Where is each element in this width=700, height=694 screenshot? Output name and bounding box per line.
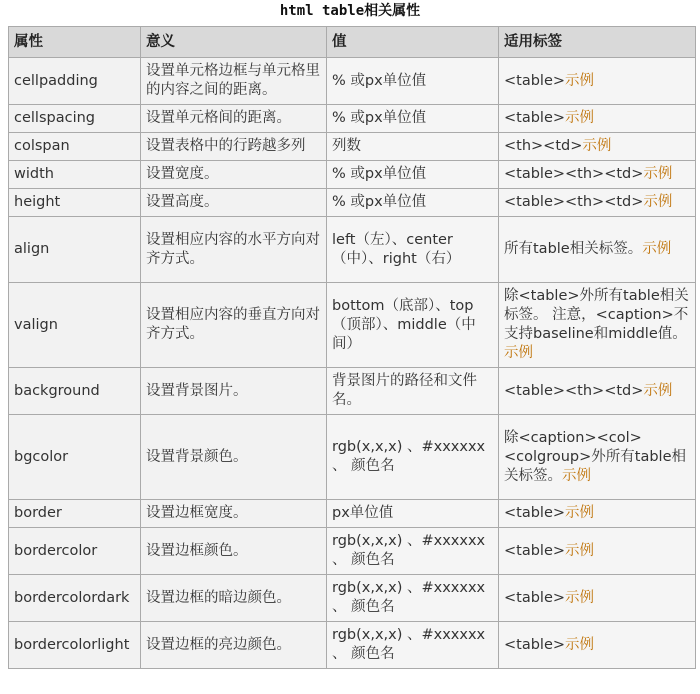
value-cell: rgb(x,x,x) 、#xxxxxx 、 颜色名 [327, 415, 499, 500]
attr-cell: align [9, 217, 141, 283]
tags-cell [499, 575, 696, 622]
tags-cell [499, 161, 696, 189]
value-cell: rgb(x,x,x) 、#xxxxxx 、 颜色名 [327, 575, 499, 622]
tags-cell [499, 189, 696, 217]
meaning-cell: 设置背景图片。 [141, 368, 327, 415]
table-row [9, 500, 696, 528]
value-cell: % 或px单位值 [327, 58, 499, 105]
attr-cell: height [9, 189, 141, 217]
tags-cell [499, 622, 696, 669]
meaning-cell: 设置单元格间的距离。 [141, 105, 327, 133]
value-cell: % 或px单位值 [327, 105, 499, 133]
value-cell: px单位值 [327, 500, 499, 528]
table-caption: html table相关属性 [279, 3, 421, 19]
tags-text: 所有table相关标签。 [504, 241, 643, 257]
tags-cell [499, 283, 696, 368]
tags-text: <table><th><td> [504, 166, 644, 182]
table-row [9, 161, 696, 189]
attr-cell: colspan [9, 133, 141, 161]
example-link[interactable]: 示例 [504, 345, 533, 361]
table-row [9, 105, 696, 133]
example-link[interactable]: 示例 [643, 382, 673, 399]
tags-text: <th><td> [504, 138, 583, 154]
header-tags: 适用标签 [499, 27, 696, 58]
table-row [9, 528, 696, 575]
attr-cell: valign [9, 283, 141, 368]
tags-text: <table> [504, 72, 566, 89]
value-cell: left（左）、center（中）、right（右） [327, 217, 499, 283]
value-cell: 背景图片的路径和文件名。 [327, 368, 499, 415]
tags-text: <table><th><td> [504, 194, 644, 210]
example-link[interactable]: 示例 [565, 72, 595, 89]
meaning-cell: 设置单元格边框与单元格里的内容之间的距离。 [141, 58, 327, 105]
example-link[interactable]: 示例 [565, 505, 595, 521]
example-link[interactable]: 示例 [565, 589, 595, 606]
tags-text: 除<table>外所有table相关标签。 注意，<caption>不支持baseline和middle值。 [504, 288, 689, 342]
meaning-cell: 设置边框的暗边颜色。 [141, 575, 327, 622]
example-link[interactable]: 示例 [565, 636, 595, 653]
table-row [9, 189, 696, 217]
attr-cell: bordercolorlight [9, 622, 141, 669]
attributes-table [8, 26, 696, 669]
value-cell: % 或px单位值 [327, 161, 499, 189]
header-value: 值 [327, 27, 499, 58]
table-row [9, 415, 696, 500]
meaning-cell: 设置宽度。 [141, 161, 327, 189]
table-row [9, 622, 696, 669]
tags-text: <table> [504, 542, 566, 559]
value-cell: rgb(x,x,x) 、#xxxxxx 、 颜色名 [327, 528, 499, 575]
tags-cell [499, 500, 696, 528]
example-link[interactable]: 示例 [642, 241, 672, 257]
header-meaning: 意义 [141, 27, 327, 58]
header-attr: 属性 [9, 27, 141, 58]
tags-cell [499, 368, 696, 415]
table-row [9, 133, 696, 161]
meaning-cell: 设置相应内容的垂直方向对齐方式。 [141, 283, 327, 368]
value-cell: bottom（底部）、top（顶部）、middle（中间） [327, 283, 499, 368]
example-link[interactable]: 示例 [582, 138, 612, 154]
table-row [9, 217, 696, 283]
table-row [9, 368, 696, 415]
tags-text: 除<caption><col><colgroup>外所有table相关标签。 [504, 429, 687, 484]
table-row [9, 575, 696, 622]
example-link[interactable]: 示例 [565, 110, 595, 126]
table-row [9, 58, 696, 105]
tags-cell [499, 105, 696, 133]
attr-cell: background [9, 368, 141, 415]
meaning-cell: 设置边框宽度。 [141, 500, 327, 528]
meaning-cell: 设置背景颜色。 [141, 415, 327, 500]
header-row [9, 27, 696, 58]
meaning-cell: 设置表格中的行跨越多列 [141, 133, 327, 161]
attr-cell: cellpadding [9, 58, 141, 105]
table-row [9, 283, 696, 368]
tags-cell [499, 415, 696, 500]
tags-text: <table> [504, 505, 566, 521]
attr-cell: bordercolor [9, 528, 141, 575]
attr-cell: width [9, 161, 141, 189]
tags-cell [499, 528, 696, 575]
tags-cell [499, 58, 696, 105]
example-link[interactable]: 示例 [643, 194, 673, 210]
value-cell: 列数 [327, 133, 499, 161]
tags-cell [499, 217, 696, 283]
meaning-cell: 设置边框的亮边颜色。 [141, 622, 327, 669]
example-link[interactable]: 示例 [562, 467, 591, 484]
tags-cell [499, 133, 696, 161]
meaning-cell: 设置边框颜色。 [141, 528, 327, 575]
tags-text: <table><th><td> [504, 382, 644, 399]
attr-cell: border [9, 500, 141, 528]
attr-cell: bordercolordark [9, 575, 141, 622]
attr-cell: bgcolor [9, 415, 141, 500]
attr-cell: cellspacing [9, 105, 141, 133]
tags-text: <table> [504, 589, 566, 606]
value-cell: rgb(x,x,x) 、#xxxxxx 、 颜色名 [327, 622, 499, 669]
tags-text: <table> [504, 110, 566, 126]
tags-text: <table> [504, 636, 566, 653]
example-link[interactable]: 示例 [643, 166, 673, 182]
meaning-cell: 设置相应内容的水平方向对齐方式。 [141, 217, 327, 283]
example-link[interactable]: 示例 [565, 542, 595, 559]
value-cell: % 或px单位值 [327, 189, 499, 217]
meaning-cell: 设置高度。 [141, 189, 327, 217]
